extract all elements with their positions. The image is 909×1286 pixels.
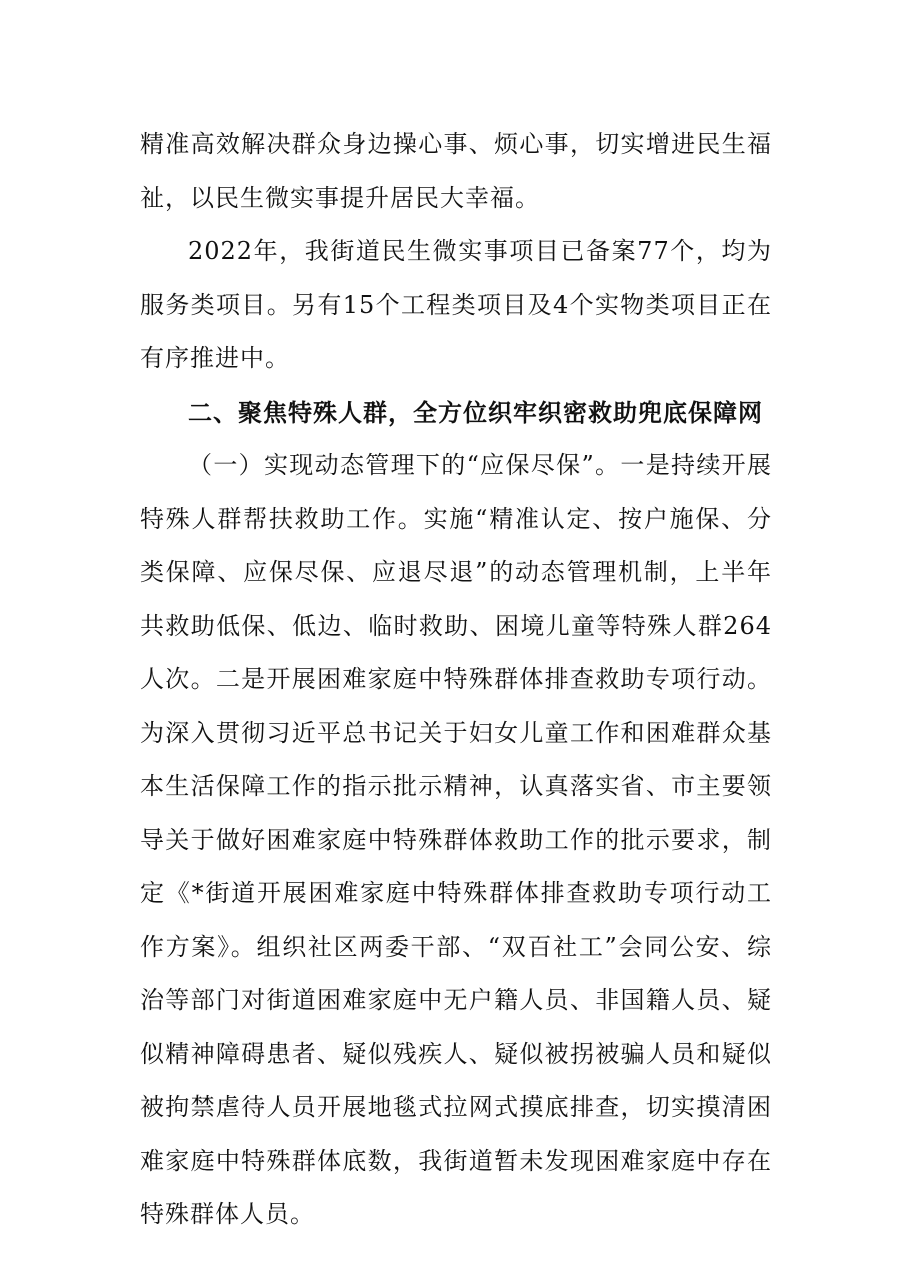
section-heading: 二、聚焦特殊人群，全方位织牢织密救助兜底保障网 xyxy=(188,397,763,427)
paragraph-dynamic-management: （一）实现动态管理下的“应保尽保”。一是持续开展特殊人群帮扶救助工作。实施“精准认定、按户施保、分类保障、应保尽保、应退尽退”的动态管理机制，上半年共救助低保、低边、临时救助、困境儿童等特殊人群264人次。二是开展困难家庭中特殊群体排查救助专项行动。为深入贯彻习近平总书记关于妇女儿童工作和困难群众基本生活保障工作的指示批示精神，认真落实省、市主要领导关于做好困难家庭中特殊群体救助工作的批示要求，制定《*街道开展困难家庭中特殊群体排查救助专项行动工作方案》。组织社区两委干部、“双百社工”会同公安、综治等部门对街道困难家庭中无户籍人员、非国籍人员、疑似精神障碍患者、疑似残疾人、疑似被拐被骗人员和疑似被拘禁虐待人员开展地毯式拉网式摸底排查，切实摸清困难家庭中特殊群体底数，我街道暂未发现困难家庭中存在特殊群体人员。 xyxy=(140,451,772,1228)
paragraph-project-count: 2022年，我街道民生微实事项目已备案77个，均为服务类项目。另有15个工程类项目及4个实物类项目正在有序推进中。 xyxy=(140,237,772,372)
document-page xyxy=(140,118,772,1242)
paragraph-continued: 精准高效解决群众身边操心事、烦心事，切实增进民生福祉，以民生微实事提升居民大幸福。 xyxy=(140,130,772,212)
